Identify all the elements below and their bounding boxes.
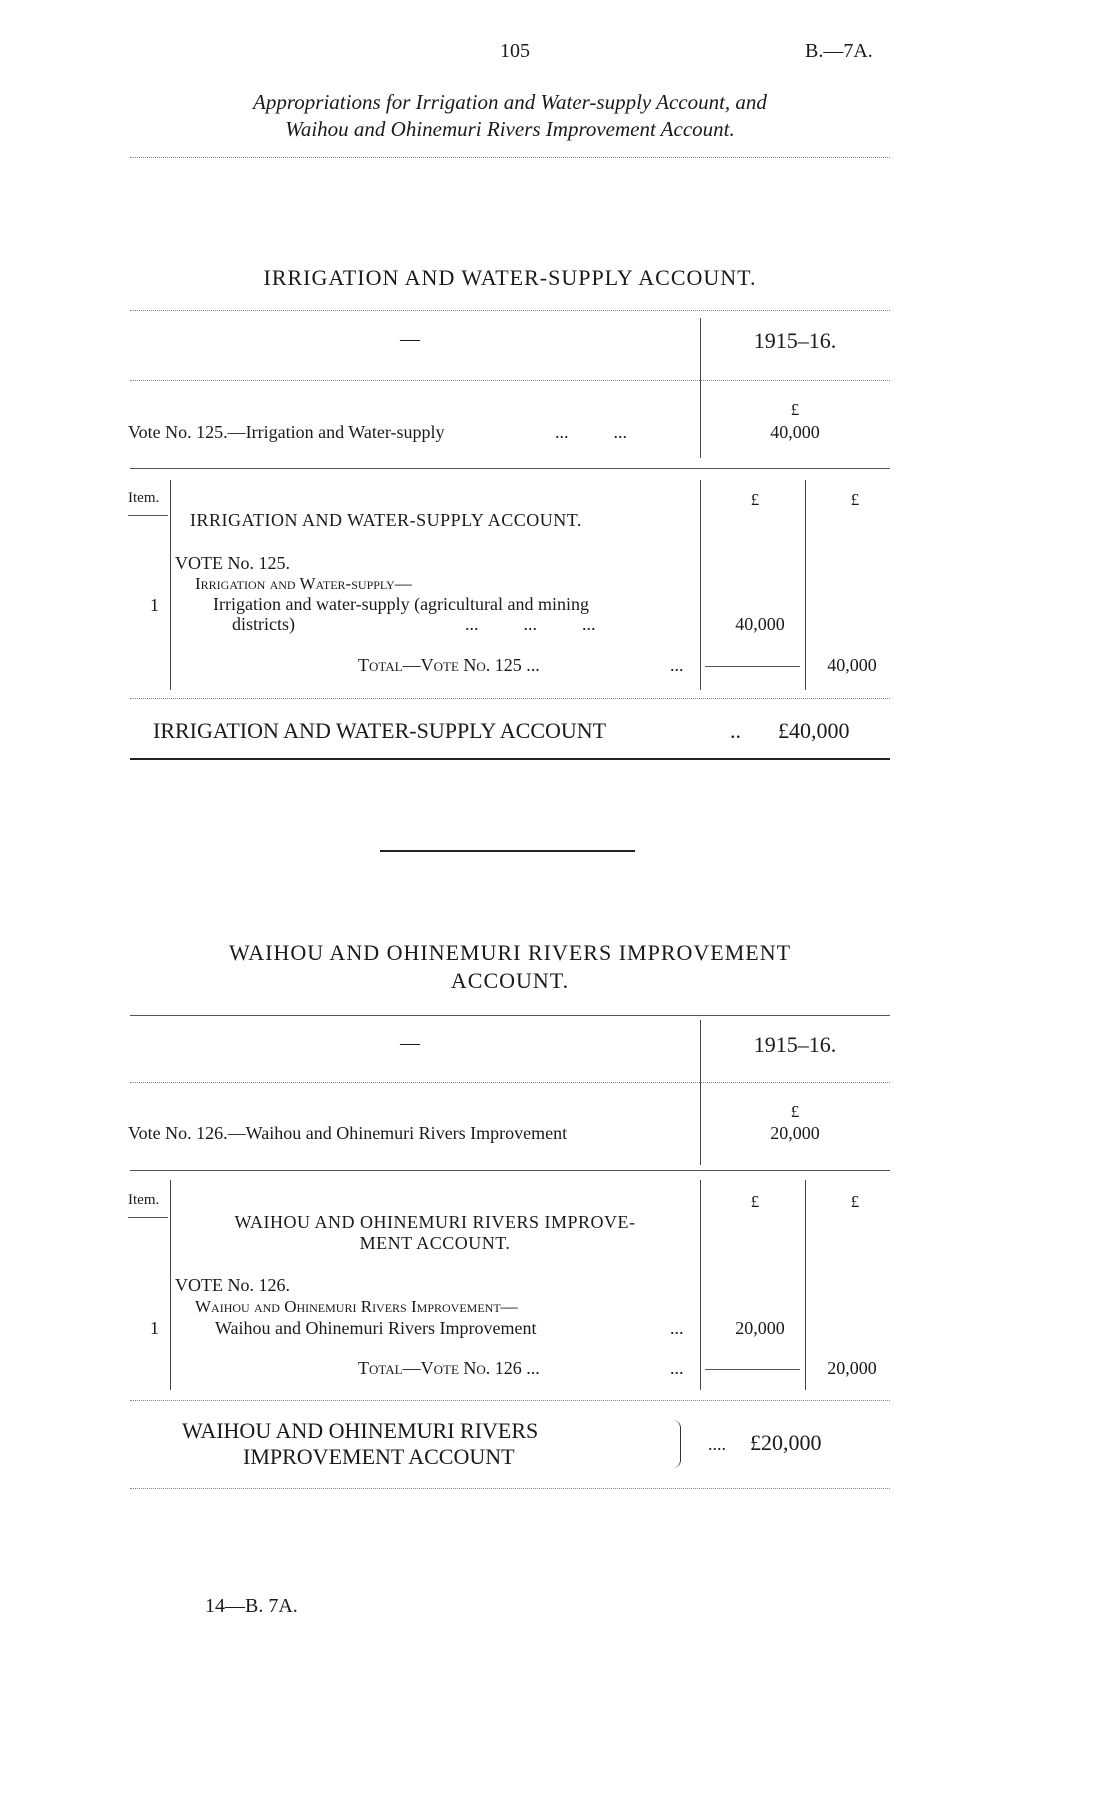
section2-total-rule — [705, 1369, 800, 1370]
section2-amount2-vrule — [805, 1180, 806, 1390]
section1-closing-rule — [130, 758, 890, 760]
section2-item-vrule — [170, 1180, 171, 1390]
page-number: 105 — [500, 40, 530, 62]
section1-vote-label: VOTE No. 125. — [175, 553, 290, 573]
section1-summary-vrule — [700, 318, 701, 458]
page-subtitle-line2: Waihou and Ohinemuri Rivers Improvement Account. — [285, 117, 735, 141]
section2-col2-currency: £ — [850, 1192, 860, 1211]
section1-grand-total-label: IRRIGATION AND WATER-SUPPLY ACCOUNT — [153, 718, 607, 743]
page-subtitle-line1: Appropriations for Irrigation and Water-supply Account, and — [253, 90, 767, 114]
section2-grand-total-amount: £20,000 — [750, 1430, 822, 1455]
section2-top-rule — [130, 1015, 890, 1016]
section2-item-description: Waihou and Ohinemuri Rivers Improvement — [215, 1318, 537, 1338]
footer-signature: 14—B. 7A. — [205, 1595, 298, 1617]
section1-grand-total-amount: £40,000 — [778, 718, 850, 743]
section1-col2-currency: £ — [850, 490, 860, 509]
section2-vote-summary-amount: 20,000 — [770, 1123, 820, 1143]
section2-item-amount: 20,000 — [735, 1318, 785, 1338]
section2-vote-summary-label: Vote No. 126.—Waihou and Ohinemuri Rivers Improvement — [128, 1123, 568, 1143]
section2-col1-currency: £ — [750, 1192, 760, 1211]
section2-grand-total-label-line1: WAIHOU AND OHINEMURI RIVERS — [182, 1418, 539, 1443]
section2-summary-currency: £ — [790, 1102, 800, 1121]
section2-title-line1: WAIHOU AND OHINEMURI RIVERS IMPROVEMENT — [228, 940, 792, 965]
section2-item-dots: ... — [670, 1318, 684, 1338]
section1-item-vrule — [170, 480, 171, 690]
section1-top-rule — [130, 310, 890, 311]
section1-item-amount: 40,000 — [735, 614, 785, 634]
section2-account-heading-line2: MENT ACCOUNT. — [359, 1233, 511, 1253]
section1-amount1-vrule — [700, 480, 701, 690]
section1-item-dots: ... ... ... — [465, 614, 596, 634]
section2-subhead: Waihou and Ohinemuri Rivers Improvement— — [195, 1297, 518, 1316]
section1-vote-summary-amount: 40,000 — [770, 422, 820, 442]
section1-amount2-vrule — [805, 480, 806, 690]
section2-item-header-rule — [128, 1217, 168, 1218]
section1-year-rule — [130, 380, 890, 381]
section1-year-heading: 1915–16. — [753, 328, 837, 353]
section2-closing-rule — [130, 1488, 890, 1489]
section1-total-rule — [705, 666, 800, 667]
section2-grand-total-label-line2: IMPROVEMENT ACCOUNT — [243, 1444, 515, 1469]
section1-summary-currency: £ — [790, 400, 800, 419]
section1-item-header: Item. — [128, 490, 160, 506]
section2-total-label: Total—Vote No. 126 ... — [358, 1358, 540, 1378]
section1-item-description-line1: Irrigation and water-supply (agricultural and mining — [213, 594, 590, 614]
section1-col1-currency: £ — [750, 490, 760, 509]
section1-total-amount: 40,000 — [827, 655, 877, 675]
section2-title-line2: ACCOUNT. — [450, 968, 570, 993]
section1-item-description-line2: districts) — [232, 614, 295, 634]
document-reference: B.—7A. — [805, 40, 873, 62]
section2-amount1-vrule — [700, 1180, 701, 1390]
section2-summary-bottom-rule — [130, 1170, 890, 1171]
section2-grand-brace — [672, 1420, 681, 1468]
section2-item-number: 1 — [150, 1318, 159, 1338]
section1-subhead: Irrigation and Water-supply— — [195, 574, 412, 593]
section1-total-label: Total—Vote No. 125 ... — [358, 655, 540, 675]
section2-year-rule — [130, 1082, 890, 1083]
section2-item-header: Item. — [128, 1192, 160, 1208]
section1-summary-bottom-rule — [130, 468, 890, 469]
section2-detail-bottom-rule — [130, 1400, 890, 1401]
section-separator — [380, 850, 635, 852]
section1-item-header-rule — [128, 515, 168, 516]
section1-item-number: 1 — [150, 595, 159, 615]
header-divider — [130, 157, 890, 158]
section2-year-heading: 1915–16. — [753, 1032, 837, 1057]
section1-vote-summary-label: Vote No. 125.—Irrigation and Water-supply — [128, 422, 445, 442]
section1-total-dots: ... — [670, 655, 684, 675]
section1-grand-total-dots: .. — [730, 718, 741, 743]
section1-title: IRRIGATION AND WATER-SUPPLY ACCOUNT. — [263, 265, 757, 290]
section2-total-dots: ... — [670, 1358, 684, 1378]
section2-year-dash: — — [400, 1032, 420, 1054]
section2-account-heading-line1: WAIHOU AND OHINEMURI RIVERS IMPROVE- — [234, 1212, 636, 1232]
section1-detail-bottom-rule — [130, 698, 890, 699]
section2-grand-total-dots: .... — [708, 1434, 726, 1454]
section1-year-dash: — — [400, 328, 420, 350]
section2-vote-label: VOTE No. 126. — [175, 1275, 290, 1295]
section1-vote-summary-dots: ... ... — [555, 422, 627, 442]
section2-summary-vrule — [700, 1020, 701, 1165]
section1-account-heading: IRRIGATION AND WATER-SUPPLY ACCOUNT. — [190, 510, 582, 530]
section2-total-amount: 20,000 — [827, 1358, 877, 1378]
